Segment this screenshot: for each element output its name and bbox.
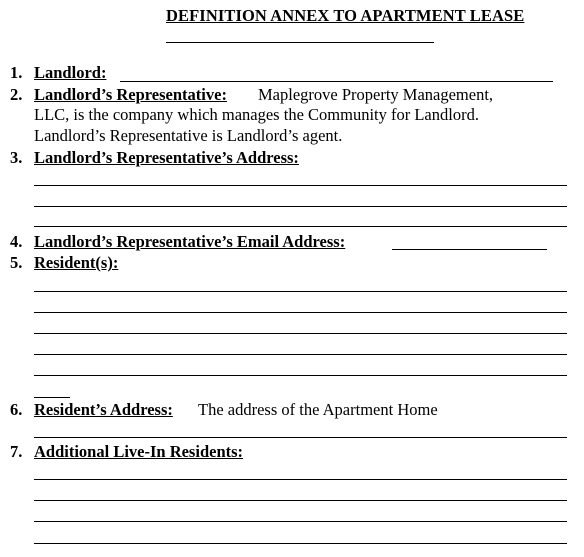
representative-address-line-1[interactable]	[34, 185, 567, 186]
additional-residents-line-1[interactable]	[34, 479, 567, 480]
residents-line-3[interactable]	[34, 333, 567, 334]
resident-address-text: The address of the Apartment Home	[198, 400, 438, 419]
representative-address-label: Landlord’s Representative’s Address:	[34, 148, 299, 167]
landlord-representative-label: Landlord’s Representative:	[34, 85, 227, 104]
resident-address-label: Resident’s Address:	[34, 400, 173, 419]
landlord-blank-line[interactable]	[120, 81, 553, 82]
landlord-representative-text-line3: Landlord’s Representative is Landlord’s agent.	[34, 126, 343, 145]
landlord-representative-text-line1: Maplegrove Property Management,	[258, 85, 494, 104]
landlord-label: Landlord:	[34, 63, 107, 82]
residents-line-6[interactable]	[34, 397, 70, 398]
additional-residents-line-2[interactable]	[34, 500, 567, 501]
resident-address-line[interactable]	[34, 437, 567, 438]
residents-line-2[interactable]	[34, 312, 567, 313]
item-5-number: 5.	[10, 253, 23, 272]
additional-residents-line-3[interactable]	[34, 521, 567, 522]
representative-email-label: Landlord’s Representative’s Email Address:	[34, 232, 346, 251]
residents-line-4[interactable]	[34, 354, 567, 355]
representative-address-line-2[interactable]	[34, 206, 567, 207]
title-blank-line[interactable]	[166, 42, 434, 43]
additional-residents-label: Additional Live-In Residents:	[34, 442, 244, 461]
residents-label: Resident(s):	[34, 253, 119, 272]
residents-line-1[interactable]	[34, 291, 567, 292]
representative-address-line-3[interactable]	[34, 226, 567, 227]
item-4-number: 4.	[10, 232, 23, 251]
landlord-representative-text-line2: LLC, is the company which manages the Community for Landlord.	[34, 105, 479, 124]
item-3-number: 3.	[10, 148, 23, 167]
residents-line-5[interactable]	[34, 375, 567, 376]
document-title: DEFINITION ANNEX TO APARTMENT LEASE	[166, 6, 525, 25]
item-1-number: 1.	[10, 63, 23, 82]
item-7-number: 7.	[10, 442, 23, 461]
additional-residents-line-4[interactable]	[34, 543, 567, 544]
item-2-number: 2.	[10, 85, 23, 104]
item-6-number: 6.	[10, 400, 23, 419]
representative-email-blank-line[interactable]	[392, 249, 547, 250]
